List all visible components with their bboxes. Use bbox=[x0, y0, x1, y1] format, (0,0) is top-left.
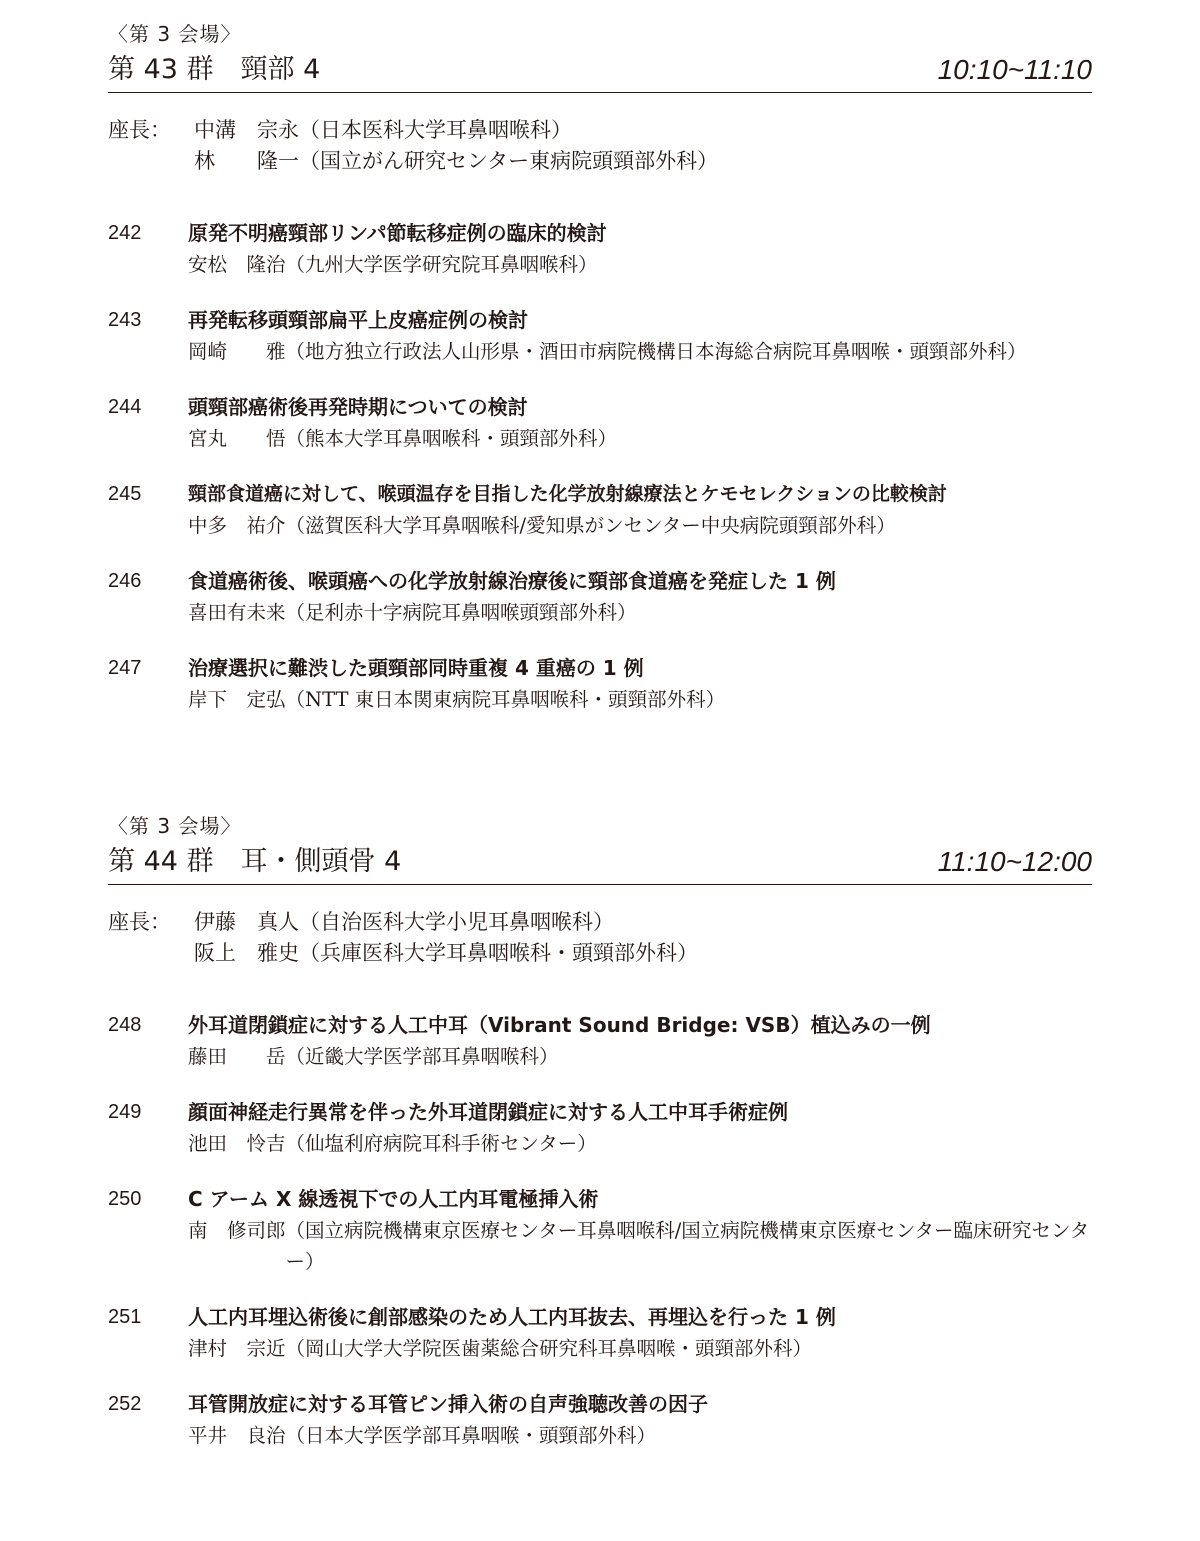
talk-number: 248 bbox=[108, 1014, 142, 1036]
author-affiliation: （近畿大学医学部耳鼻咽喉科） bbox=[285, 1045, 559, 1068]
talk-item bbox=[108, 1096, 1092, 1159]
author-affiliation: （熊本大学耳鼻咽喉科・頭頸部外科） bbox=[285, 427, 618, 450]
talk-title: 治療選択に難渋した頭頸部同時重複 4 重癌の 1 例 bbox=[188, 656, 644, 680]
chair bbox=[194, 115, 1092, 146]
talk-number: 249 bbox=[108, 1101, 142, 1123]
author-name: 安松 隆治 bbox=[188, 253, 286, 276]
author-affiliation: （地方独立行政法人山形県・酒田市病院機構日本海総合病院耳鼻咽喉・頭頸部外科） bbox=[285, 340, 1027, 363]
talk-title: 外耳道閉鎖症に対する人工中耳（Vibrant Sound Bridge: VSB）植込みの一例 bbox=[188, 1013, 931, 1037]
author-affiliation: （日本大学医学部耳鼻咽喉・頭頸部外科） bbox=[285, 1424, 657, 1447]
talk-title: 顔面神経走行異常を伴った外耳道閉鎖症に対する人工中耳手術症例 bbox=[188, 1100, 788, 1124]
talk-number: 247 bbox=[108, 657, 142, 679]
session-time: 11:10~12:00 bbox=[937, 846, 1092, 877]
author-affiliation: （NTT 東日本関東病院耳鼻咽喉科・頭頸部外科） bbox=[285, 688, 726, 711]
venue-label: 〈第 3 会場〉 bbox=[108, 814, 242, 838]
session-44 bbox=[108, 812, 1092, 1475]
talk-number: 245 bbox=[108, 483, 142, 505]
talk-number: 244 bbox=[108, 396, 142, 418]
talk-author-line bbox=[188, 1041, 1092, 1072]
talk-item bbox=[108, 1301, 1092, 1364]
talk-item bbox=[108, 304, 1092, 367]
chair-name: 伊藤 真人 bbox=[194, 910, 299, 934]
group-title: 第 44 群 耳・側頭骨 4 bbox=[108, 846, 402, 877]
talk-title: 食道癌術後、喉頭癌への化学放射線治療後に頸部食道癌を発症した 1 例 bbox=[188, 569, 836, 593]
author-name: 中多 祐介 bbox=[188, 514, 286, 537]
author-name: 喜田有未来 bbox=[188, 601, 286, 624]
talk-author-line bbox=[188, 249, 1092, 280]
talk-author-line bbox=[188, 597, 1092, 628]
chair-affiliation: （日本医科大学耳鼻咽喉科） bbox=[299, 118, 572, 142]
session-time: 10:10~11:10 bbox=[937, 54, 1092, 85]
talk-author-line bbox=[188, 510, 1092, 541]
author-affiliation: （滋賀医科大学耳鼻咽喉科/愛知県がンセンター中央病院頭頸部外科） bbox=[285, 514, 896, 537]
author-affiliation: （仙塩利府病院耳科手術センター） bbox=[285, 1132, 597, 1155]
talk-item bbox=[108, 565, 1092, 628]
talk-author-line bbox=[188, 1333, 1092, 1364]
author-name: 岡崎 雅 bbox=[188, 340, 286, 363]
talk-item bbox=[108, 1009, 1092, 1072]
talk-item bbox=[108, 1183, 1092, 1277]
talk-item bbox=[108, 478, 1092, 541]
talk-number: 251 bbox=[108, 1306, 142, 1328]
talk-number: 243 bbox=[108, 309, 142, 331]
chair bbox=[194, 146, 1092, 177]
talk-title: 頸部食道癌に対して、喉頭温存を目指した化学放射線療法とケモセレクションの比較検討 bbox=[188, 483, 947, 505]
chair-affiliation: （兵庫医科大学耳鼻咽喉科・頭頸部外科） bbox=[299, 941, 698, 965]
author-name: 平井 良治 bbox=[188, 1424, 286, 1447]
session-header bbox=[108, 840, 1092, 885]
chair-name: 林 隆一 bbox=[194, 149, 299, 173]
talk-author-line bbox=[188, 1128, 1092, 1159]
author-affiliation: （国立病院機構東京医療センター耳鼻咽喉科/国立病院機構東京医療センター臨床研究センター） bbox=[285, 1219, 1090, 1273]
chair bbox=[194, 938, 1092, 969]
talk-title: 人工内耳埋込術後に創部感染のため人工内耳抜去、再埋込を行った 1 例 bbox=[188, 1305, 836, 1329]
chairs bbox=[108, 115, 1092, 177]
talk-item bbox=[108, 391, 1092, 454]
chair-affiliation: （国立がん研究センター東病院頭頸部外科） bbox=[299, 149, 719, 173]
talk-title: 耳管開放症に対する耳管ピン挿入術の自声強聴改善の因子 bbox=[188, 1392, 708, 1416]
author-affiliation: （足利赤十字病院耳鼻咽喉頭頸部外科） bbox=[285, 601, 637, 624]
talk-author-line bbox=[188, 1215, 1092, 1277]
venue-label: 〈第 3 会場〉 bbox=[108, 22, 242, 46]
session-header bbox=[108, 48, 1092, 93]
chair-label: 座長： bbox=[108, 118, 171, 142]
talk-title: C アーム X 線透視下での人工内耳電極挿入術 bbox=[188, 1187, 599, 1211]
chair-affiliation: （自治医科大学小児耳鼻咽喉科） bbox=[299, 910, 614, 934]
author-name: 宮丸 悟 bbox=[188, 427, 286, 450]
talk-number: 250 bbox=[108, 1188, 142, 1210]
author-name: 南 修司郎 bbox=[188, 1219, 286, 1242]
chair-label: 座長： bbox=[108, 910, 171, 934]
talk-number: 242 bbox=[108, 222, 142, 244]
program-page bbox=[108, 20, 1092, 1447]
session-43 bbox=[108, 20, 1092, 715]
talk-author-line bbox=[188, 1420, 1092, 1451]
chair-name: 阪上 雅史 bbox=[194, 941, 299, 965]
chair bbox=[194, 907, 1092, 938]
talk-number: 246 bbox=[108, 570, 142, 592]
talk-item bbox=[108, 652, 1092, 715]
author-name: 池田 怜吉 bbox=[188, 1132, 286, 1155]
talk-title: 再発転移頭頸部扁平上皮癌症例の検討 bbox=[188, 308, 528, 332]
talk-list bbox=[108, 1009, 1092, 1451]
chairs bbox=[108, 907, 1092, 969]
talk-author-line bbox=[188, 336, 1092, 367]
chair-name: 中溝 宗永 bbox=[194, 118, 299, 142]
talk-number: 252 bbox=[108, 1393, 142, 1415]
talk-author-line bbox=[188, 423, 1092, 454]
talk-item bbox=[108, 1388, 1092, 1451]
author-affiliation: （九州大学医学研究院耳鼻咽喉科） bbox=[285, 253, 598, 276]
author-name: 津村 宗近 bbox=[188, 1337, 286, 1360]
group-title: 第 43 群 頸部 4 bbox=[108, 54, 321, 85]
talk-title: 頭頸部癌術後再発時期についての検討 bbox=[188, 395, 528, 419]
talk-author-line bbox=[188, 684, 1092, 715]
author-name: 岸下 定弘 bbox=[188, 688, 286, 711]
author-affiliation: （岡山大学大学院医歯薬総合研究科耳鼻咽喉・頭頸部外科） bbox=[285, 1337, 813, 1360]
author-name: 藤田 岳 bbox=[188, 1045, 286, 1068]
talk-list bbox=[108, 217, 1092, 715]
talk-item bbox=[108, 217, 1092, 280]
talk-title: 原発不明癌頸部リンパ節転移症例の臨床的検討 bbox=[188, 221, 607, 245]
